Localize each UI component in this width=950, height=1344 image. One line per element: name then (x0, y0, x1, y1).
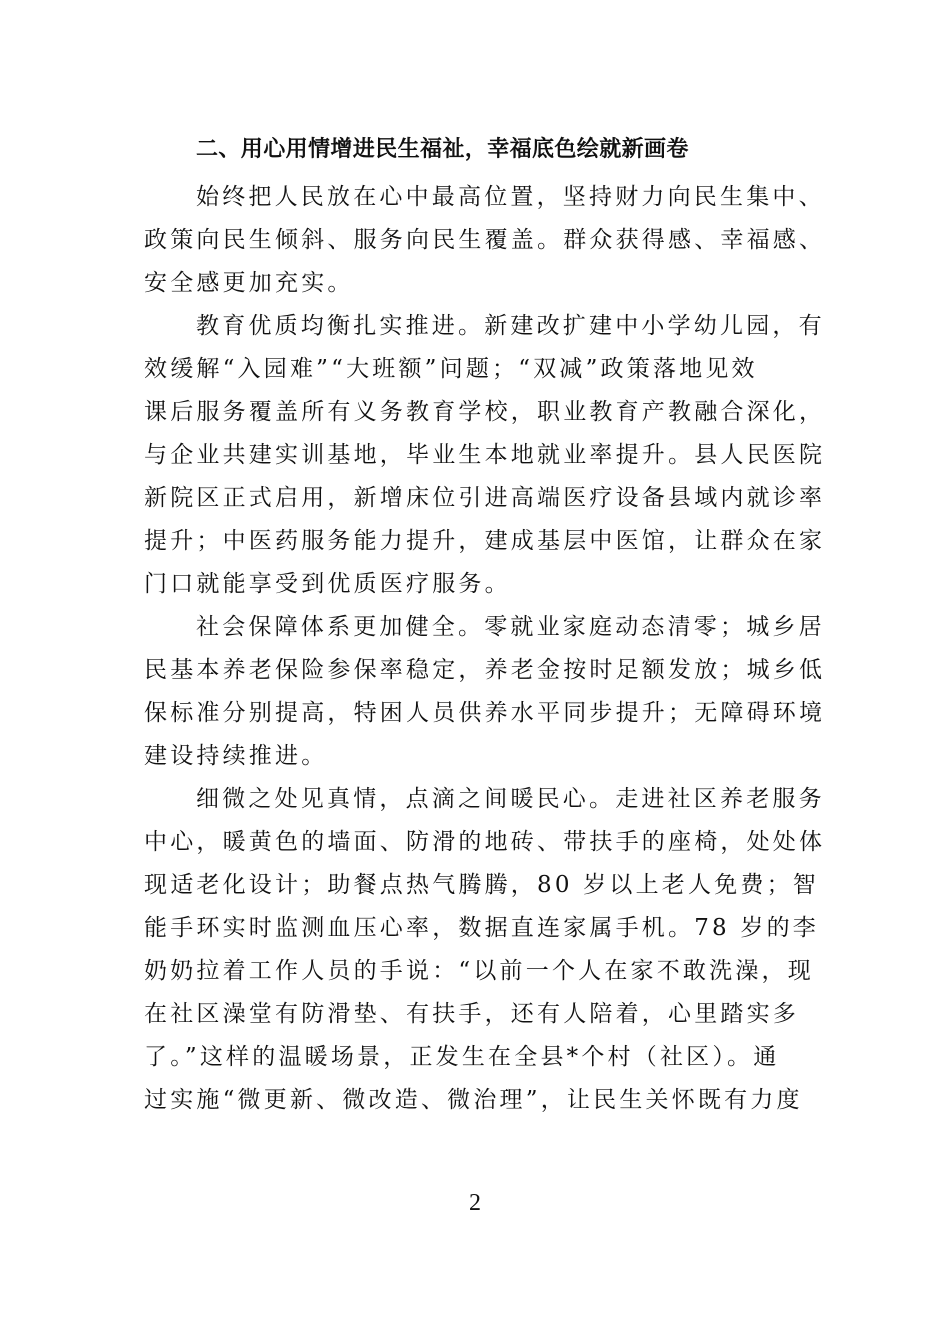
text-line: 了。”这样的温暖场景，正发生在全县*个村（社区）。通 (144, 1044, 780, 1070)
page-number: 2 (469, 1190, 481, 1216)
body-text (144, 176, 826, 1122)
text-line: 教育优质均衡扎实推进。新建改扩建中小学幼儿园，有 (196, 313, 825, 339)
section-heading: 二、用心用情增进民生福祉，幸福底色绘就新画卷 (196, 137, 689, 162)
text-line: 中心，暖黄色的墙面、防滑的地砖、带扶手的座椅，处处体 (144, 829, 826, 855)
text-line: 门口就能享受到优质医疗服务。 (144, 571, 511, 597)
text-line: 能手环实时监测血压心率，数据直连家属手机。78 岁的李 (144, 915, 819, 941)
text-line: 保标准分别提高，特困人员供养水平同步提升；无障碍环境 (144, 700, 826, 726)
text-line: 新院区正式启用，新增床位引进高端医疗设备县域内就诊率 (144, 485, 826, 511)
text-line: 效缓解“入园难”“大班额”问题；“双减”政策落地见效 (144, 356, 758, 382)
paragraph-intro (144, 176, 826, 305)
text-line: 奶奶拉着工作人员的手说：“以前一个人在家不敢洗澡，现 (144, 958, 814, 984)
text-line: 现适老化设计；助餐点热气腾腾，80 岁以上老人免费；智 (144, 872, 819, 898)
text-line: 社会保障体系更加健全。零就业家庭动态清零；城乡居 (196, 614, 825, 640)
text-line: 政策向民生倾斜、服务向民生覆盖。群众获得感、幸福感、 (144, 227, 826, 253)
text-line: 安全感更加充实。 (144, 270, 354, 296)
text-line: 建设持续推进。 (144, 743, 328, 769)
text-line: 在社区澡堂有防滑垫、有扶手，还有人陪着，心里踏实多 (144, 1001, 799, 1027)
text-line: 细微之处见真情，点滴之间暖民心。走进社区养老服务 (196, 786, 825, 812)
text-line: 与企业共建实训基地，毕业生本地就业率提升。县人民医院 (144, 442, 826, 468)
paragraph-elderly-care (144, 778, 826, 1122)
text-line: 民基本养老保险参保率稳定，养老金按时足额发放；城乡低 (144, 657, 826, 683)
text-line: 过实施“微更新、微改造、微治理”，让民生关怀既有力度 (144, 1087, 803, 1113)
text-line: 课后服务覆盖所有义务教育学校，职业教育产教融合深化， (144, 399, 826, 425)
text-line: 始终把人民放在心中最高位置，坚持财力向民生集中、 (196, 184, 825, 210)
text-line: 提升；中医药服务能力提升，建成基层中医馆，让群众在家 (144, 528, 826, 554)
paragraph-social-security (144, 606, 826, 778)
paragraph-education (144, 305, 826, 606)
